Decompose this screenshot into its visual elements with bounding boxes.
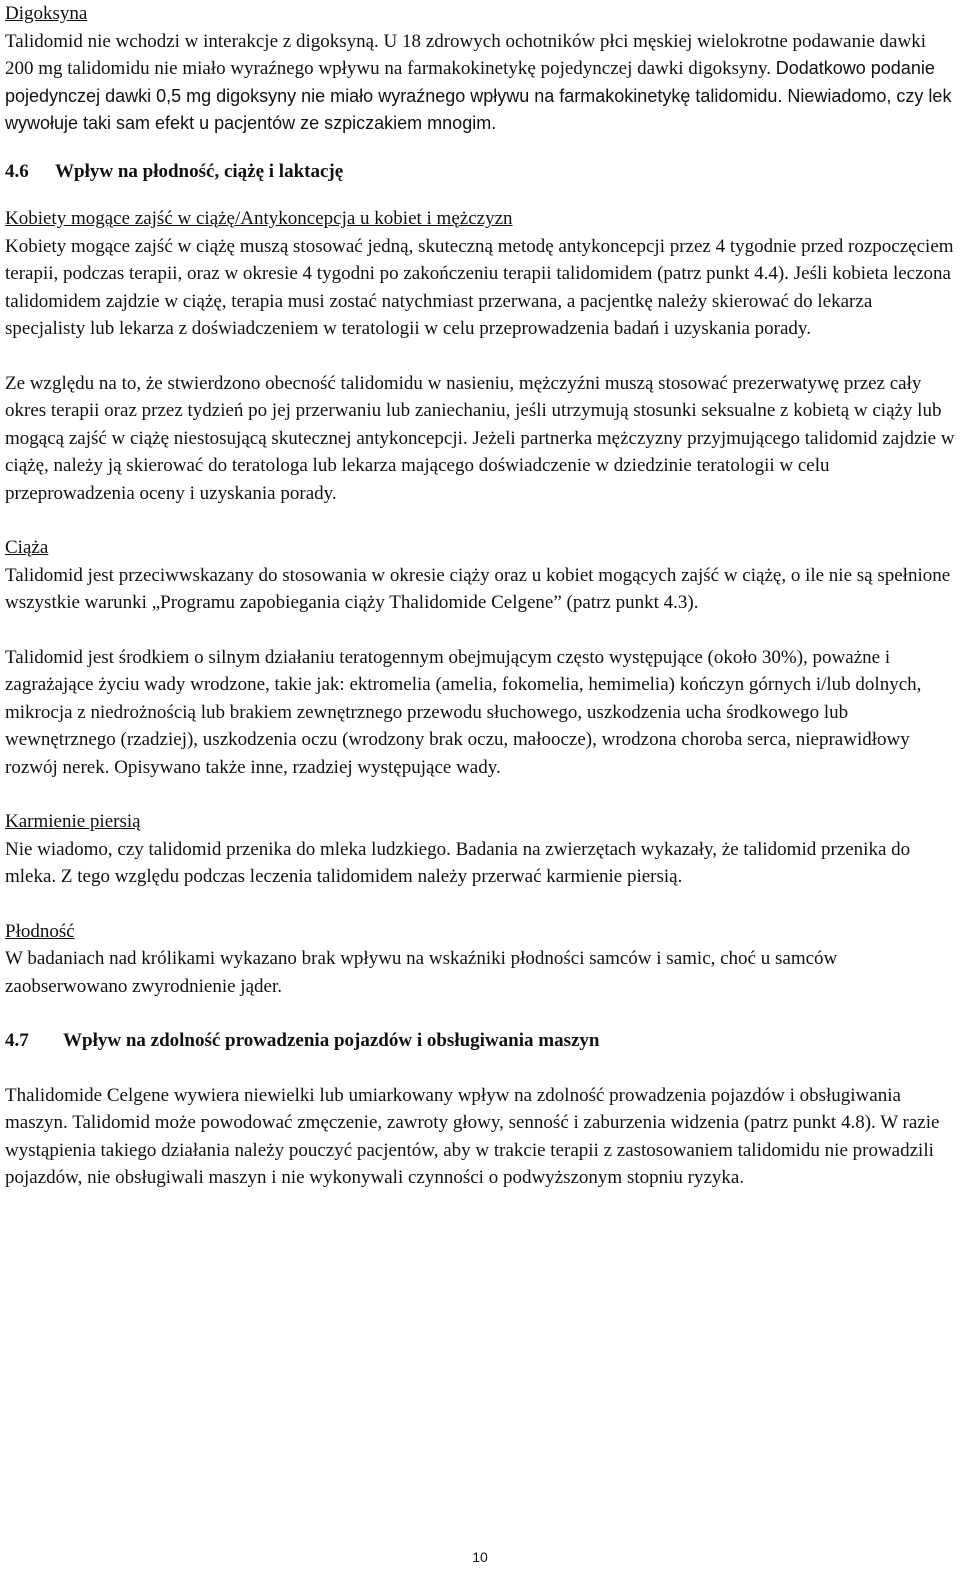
fertility-section [5,918,955,1001]
digoxin-paragraph [5,28,955,138]
page-number: 10 [472,1549,488,1565]
section-4-6-heading [5,158,955,186]
section-4-7-title: Wpływ na zdolność prowadzenia pojazdów i obsługiwania maszyn [63,1030,600,1051]
pregnancy-paragraph-2: Talidomid jest środkiem o silnym działaniu teratogennym obejmującym często występujące (około 30%), poważne i zagrażające życiu wady wrodzone, takie jak: ektromelia (amelia, fokomelia, hemimelia) kończyn górnych i/lub dolnych, mikrocja z niedrożnością lub brakiem zewnętrznego przewodu słuchowego, uszkodzenia ucha środkowego lub wewnętrznego (rzadziej), uszkodzenia oczu (wrodzony brak oczu, małoocze), wrodzona choroba serca, nieprawidłowy rozwój nerek. Opisywano także inne, rzadziej występujące wady. [5,646,922,778]
breastfeeding-paragraph: Nie wiadomo, czy talidomid przenika do mleka ludzkiego. Badania na zwierzętach wykazały, że talidomid przenika do mleka. Z tego względu podczas leczenia talidomidem należy przerwać karmienie piersią. [5,838,911,887]
contraception-subheading: Kobiety mogące zajść w ciążę/Antykoncepcja u kobiet i mężczyzn [5,208,513,229]
contraception-paragraph-2: Ze względu na to, że stwierdzono obecność talidomidu w nasieniu, mężczyźni muszą stosować prezerwatywę przez cały okres terapii oraz przez tydzień po jej przerwaniu lub zaniechaniu, jeśli utrzymują stosunki seksualne z kobietą w ciąży lub mogącą zajść w ciążę niestosującą skutecznej antykoncepcji. Jeżeli partnerka mężczyzny przyjmującego talidomid zajdzie w ciążę, należy ją skierować do teratologa lub lekarza mającego doświadczenie w dziedzinie teratologii w celu przeprowadzenia oceny i uzyskania porady. [5,372,955,504]
digoxin-text-sans: Dodatkowo podanie pojedynczej dawki 0,5 mg digoksyny nie miało wyraźnego wpływu na farmakokinetykę talidomidu. Niewiadomo, czy lek wywołuje taki sam efekt u pacjentów ze szpiczakiem mnogim. [5,58,952,133]
contraception-paragraph-1 [5,233,955,343]
document-page [5,0,955,1192]
breastfeeding-section [5,808,955,891]
contraception-section [5,205,955,507]
pregnancy-subheading: Ciąża [5,537,49,558]
digoxin-subheading: Digoksyna [5,3,88,24]
section-4-6-title: Wpływ na płodność, ciążę i laktację [55,160,344,182]
fertility-subheading: Płodność [5,920,75,942]
breastfeeding-subheading: Karmienie piersią [5,811,141,832]
section-4-7-number: 4.7 [5,1030,29,1051]
pregnancy-paragraph-1: Talidomid jest przeciwwskazany do stosowania w okresie ciąży oraz u kobiet mogących zajść w ciążę, o ile nie są spełnione wszystkie warunki „Programu zapobiegania ciąży Thalidomide Celgene” (patrz punkt 4.3). [5,564,951,613]
contraception-paragraph-1b: Jeśli kobieta leczona talidomidem zajdzie w ciążę, terapia musi zostać natychmiast przerwana, a pacjentkę należy skierować do lekarza specjalisty lub lekarza z doświadczeniem w teratologii w celu przeprowadzenia badań i uzyskania porady. [5,263,951,339]
section-4-7-heading [5,1027,955,1055]
fertility-paragraph: W badaniach nad królikami wykazano brak wpływu na wskaźniki płodności samców i samic, choć u samców zaobserwowano zwyrodnienie jąder. [5,948,838,997]
digoxin-section [5,0,955,138]
section-4-6-number: 4.6 [5,160,29,182]
pregnancy-section [5,534,955,781]
digoxin-text-serif: Talidomid nie wchodzi w interakcje z digoksyną. U 18 zdrowych ochotników płci męskiej wielokrotne podawanie dawki 200 mg talidomidu nie miało wyraźnego wpływu na farmakokinetykę pojedynczej dawki digoksyny. [5,30,926,79]
contraception-paragraph-1a: Kobiety mogące zajść w ciążę muszą stosować jedną, skuteczną metodę antykoncepcji przez 4 tygodnie przed rozpoczęciem terapii, podczas terapii, oraz w okresie 4 tygodni po zakończeniu terapii talidomidem (patrz punkt 4.4). [5,235,954,284]
section-4-7-paragraph: Thalidomide Celgene wywiera niewielki lub umiarkowany wpływ na zdolność prowadzenia pojazdów i obsługiwania maszyn. Talidomid może powodować zmęczenie, zawroty głowy, senność i zaburzenia widzenia (patrz punkt 4.8). W razie wystąpienia takiego działania należy pouczyć pacjentów, aby w trakcie terapii z zastosowaniem talidomidu nie prowadzili pojazdów, nie obsługiwali maszyn i nie wykonywali czynności o podwyższonym stopniu ryzyka. [5,1084,940,1188]
